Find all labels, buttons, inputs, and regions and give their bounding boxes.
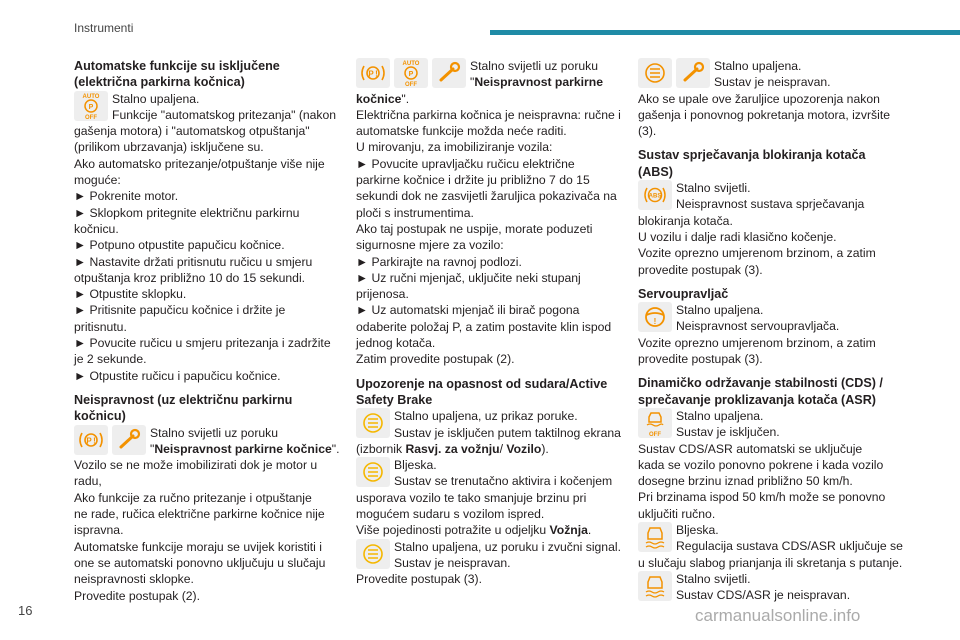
text-line: Neispravnost sustava sprječavanja xyxy=(676,197,865,212)
auto-off-parking-brake-icon xyxy=(74,91,108,121)
text-line: Ako taj postupak ne uspije, morate poduzeti xyxy=(356,221,593,236)
text-line: jednog kotača. xyxy=(356,336,436,351)
svg-text:OFF: OFF xyxy=(649,431,661,438)
text-line: ► Parkirajte na ravnoj podlozi. xyxy=(356,254,522,269)
text-line: ► Otpustite ručicu i papučicu kočnice. xyxy=(74,368,281,383)
info-block xyxy=(638,302,904,367)
svg-text:ABS: ABS xyxy=(648,193,662,200)
stability-control-icon xyxy=(638,522,672,552)
text-line: radu, xyxy=(74,474,102,489)
text-line: Neispravnost servoupravljača. xyxy=(676,319,840,334)
text-line: prijenosa. xyxy=(356,287,409,302)
text-line: ► Pokrenite motor. xyxy=(74,189,179,204)
column-1 xyxy=(74,58,340,604)
text-line: neispravnosti sklopke. xyxy=(74,572,194,587)
wrench-icon xyxy=(432,58,466,88)
heading-line: (ABS) xyxy=(638,164,673,179)
active-safety-brake-icon xyxy=(356,539,390,569)
text-line: provedite postupak (3). xyxy=(638,262,763,277)
text-line: u slučaju slabog prianjanja ili skretanja s putanje. xyxy=(638,555,903,570)
steering-wheel-warning-icon xyxy=(638,302,672,332)
wrench-icon xyxy=(676,58,710,88)
column-3 xyxy=(638,58,904,604)
info-block xyxy=(638,180,904,278)
info-block xyxy=(356,457,620,538)
text-line: Sustav je isključen. xyxy=(676,425,780,440)
text-line: ► Sklopkom pritegnite električnu parkirnu xyxy=(74,205,300,220)
text-line: ► Otpustite sklopku. xyxy=(74,287,187,302)
text-line: Stalno svijetli. xyxy=(676,571,751,586)
text-line: ► Pritisnite papučicu kočnice i držite je xyxy=(74,303,286,318)
text-line: Ako funkcije za ručno pritezanje i otpuštanje xyxy=(74,490,312,505)
text-line: Sustav je neispravan. xyxy=(714,75,831,90)
column-2 xyxy=(356,58,620,588)
heading-line: kočnicu) xyxy=(74,409,126,424)
text-line: Pri brzinama ispod 50 km/h može se ponovno xyxy=(638,490,886,505)
heading-line: Dinamičko održavanje stabilnosti (CDS) / xyxy=(638,376,883,391)
heading-line: Neispravnost (uz električnu parkirnu xyxy=(74,392,293,407)
text-line: Vozilo se ne može imobilizirati dok je motor u xyxy=(74,458,318,473)
heading-power-steering xyxy=(638,286,904,302)
text-span: Više pojedinosti potražite u odjeljku xyxy=(356,523,550,538)
text-line: ► Nastavite držati pritisnutu ručicu u smjeru xyxy=(74,254,313,269)
text-line: kočnice". xyxy=(356,91,410,106)
text-line: (prilikom ubrzavanja) isključene su. xyxy=(74,140,264,155)
text-line: U mirovanju, za imobiliziranje vozila: xyxy=(356,140,553,155)
text-line: ploči s instrumentima. xyxy=(356,205,474,220)
text-line: ► Povucite ručicu u smjeru pritezanja i zadržite xyxy=(74,336,331,351)
text-line: Stalno upaljena. xyxy=(676,408,764,423)
heading-line: Automatske funkcije su isključene xyxy=(74,59,280,73)
text-line: (3). xyxy=(638,124,657,139)
heading-cds-asr xyxy=(638,375,904,408)
text-line: Stalno svijetli. xyxy=(676,181,751,196)
heading-line: Safety Brake xyxy=(356,392,433,407)
heading-line: Servoupravljač xyxy=(638,286,729,301)
text-line: Sustav CDS/ASR automatski se uključuje xyxy=(638,441,863,456)
text-line: Stalno upaljena. xyxy=(676,303,764,318)
heading-line: sprečavanje proklizavanja kotača (ASR) xyxy=(638,392,876,407)
bold-message: Neispravnost parkirne kočnice xyxy=(154,441,332,456)
heading-abs xyxy=(638,147,904,180)
text-line: usporava vozilo te tako smanjuje brzinu pri xyxy=(356,490,587,505)
text-line: Vozite oprezno umjerenom brzinom, a zatim xyxy=(638,246,876,261)
text-line: Sustav CDS/ASR je neispravan. xyxy=(676,588,851,603)
text-line: uključiti ručno. xyxy=(638,506,716,521)
watermark: carmanualsonline.info xyxy=(695,606,861,625)
heading-malfunction-parking-brake xyxy=(74,392,336,425)
info-block xyxy=(638,522,904,571)
text-line: Više pojedinosti potražite u odjeljku Vožnja. xyxy=(356,523,592,538)
text-line: Stalno upaljena. xyxy=(714,59,802,73)
text-line: ► Uz ručni mjenjač, uključite neki stupanj xyxy=(356,270,581,285)
text-line: gašenja motora) i "automatskog otpuštanja" xyxy=(74,124,310,139)
text-line: gašenja i ponovnog pokretanja motora, izvršite xyxy=(638,107,891,122)
text-line: dosegne brzinu iznad približno 50 km/h. xyxy=(638,474,853,489)
text-line: mogućem sudaru s vozilom ispred. xyxy=(356,507,545,522)
info-block xyxy=(74,425,340,604)
text-span: (izbornik xyxy=(356,441,406,456)
wrench-icon xyxy=(112,425,146,455)
text-line: Sustav se trenutačno aktivira i kočenjem xyxy=(394,474,613,489)
bold-message: Neispravnost parkirne xyxy=(474,75,604,90)
svg-text:P: P xyxy=(86,436,92,446)
stability-control-icon xyxy=(638,571,672,601)
text-line: kočnicu. xyxy=(74,221,119,236)
info-block xyxy=(638,408,904,522)
text-line: Stalno upaljena, uz poruku i zvučni signal. xyxy=(394,539,621,554)
header-accent-bar xyxy=(490,30,960,35)
abs-icon xyxy=(638,180,672,210)
bold-message: kočnice xyxy=(356,91,402,106)
heading-collision-warning xyxy=(356,376,620,409)
text-line: Zatim provedite postupak (2). xyxy=(356,352,515,367)
text-line: pritisnutu. xyxy=(74,319,127,334)
text-line: Električna parkirna kočnica je neispravna: ručne i xyxy=(356,107,621,122)
text-line xyxy=(356,441,620,457)
text-line: moguće: xyxy=(74,173,121,188)
text-line: Sustav je neispravan. xyxy=(394,555,511,570)
text-line: Funkcije "automatskog pritezanja" (nakon xyxy=(112,107,337,122)
text-line: sigurnosne mjere za vozilo: xyxy=(356,238,504,253)
text-line: one se automatski ponovno uključuju u slučaju xyxy=(74,555,326,570)
menu-name: Vozilo xyxy=(506,441,542,456)
text-line: U vozilu i dalje radi klasično kočenje. xyxy=(638,229,837,244)
heading-line: (električna parkirna kočnica) xyxy=(74,75,245,90)
text-line: Stalno upaljena, uz prikaz poruke. xyxy=(394,409,578,424)
info-block xyxy=(356,539,620,588)
svg-text:!: ! xyxy=(375,69,378,79)
text-line: Stalno svijetli uz poruku xyxy=(150,425,279,440)
svg-text:P: P xyxy=(408,71,414,78)
heading-auto-functions xyxy=(74,58,336,91)
text-line: otpuštanja kroz približno 10 do 15 sekundi. xyxy=(74,270,306,285)
heading-line: Sustav sprječavanja blokiranja kotača xyxy=(638,148,866,163)
text-line: automatske funkcije možda neće raditi. xyxy=(356,124,567,139)
info-block xyxy=(638,571,904,604)
section-ref: Vožnja xyxy=(549,523,588,538)
heading-line: Upozorenje na opasnost od sudara/Active xyxy=(356,376,608,391)
svg-text:AUTO: AUTO xyxy=(82,93,100,100)
text-line: Ako automatsko pritezanje/otpuštanje više nije xyxy=(74,156,325,171)
text-line: parkirne kočnice i držite ju približno 7 do 15 xyxy=(356,173,590,188)
text-span: ). xyxy=(541,441,549,456)
text-span: / xyxy=(499,441,507,456)
info-block xyxy=(638,58,904,139)
active-safety-brake-icon xyxy=(356,457,390,487)
text-line: Bljeska. xyxy=(394,458,437,473)
svg-text:!: ! xyxy=(653,317,657,327)
parking-brake-warning-icon xyxy=(74,425,108,455)
text-line: ► Potpuno otpustite papučicu kočnice. xyxy=(74,238,285,253)
svg-text:P: P xyxy=(88,103,94,111)
text-line: Provedite postupak (3). xyxy=(356,572,483,587)
text-line: Automatske funkcije moraju se uvijek koristiti i xyxy=(74,539,322,554)
svg-text:OFF: OFF xyxy=(85,114,97,121)
page-number: 16 xyxy=(18,603,33,618)
text-line: sekundi dok ne zasvijetli žaruljica pokazivača na xyxy=(356,189,617,204)
menu-name: Rasvj. za vožnju xyxy=(405,441,500,456)
stability-control-off-icon xyxy=(638,408,672,438)
text-line: Provedite postupak (2). xyxy=(74,588,201,603)
text-line: Ako se upale ove žaruljice upozorenja nakon xyxy=(638,91,880,106)
text-line: ► Povucite upravljačku ručicu električne xyxy=(356,156,575,171)
auto-off-parking-brake-icon xyxy=(394,58,428,88)
parking-brake-warning-icon xyxy=(356,58,390,88)
text-line: "Neispravnost parkirne kočnice". xyxy=(150,441,340,456)
text-line: Bljeska. xyxy=(676,523,719,538)
text-line: je 2 sekunde. xyxy=(74,352,147,367)
text-line: provedite postupak (3). xyxy=(638,352,763,367)
text-line: ispravna. xyxy=(74,523,124,538)
svg-text:!: ! xyxy=(93,436,96,446)
info-block xyxy=(356,58,620,368)
text-line: ne rade, ručica električne parkirne kočnice nije xyxy=(74,507,325,522)
text-line: Vozite oprezno umjerenom brzinom, a zatim xyxy=(638,335,876,350)
info-block xyxy=(74,91,336,384)
svg-text:AUTO: AUTO xyxy=(402,61,420,67)
text-line: ► Uz automatski mjenjač ili birač pogona xyxy=(356,303,580,318)
section-title: Instrumenti xyxy=(74,21,134,35)
info-block xyxy=(356,408,620,457)
text-line: blokiranja kotača. xyxy=(638,213,733,228)
active-safety-brake-icon xyxy=(356,408,390,438)
text-line: "Neispravnost parkirne xyxy=(470,75,604,90)
text-line: odaberite položaj P, a zatim postavite klin ispod xyxy=(356,319,612,334)
text-line: Stalno svijetli uz poruku xyxy=(470,59,599,73)
text-line: kada se vozilo ponovno pokrene i kada vozilo xyxy=(638,457,884,472)
text-line: Regulacija sustava CDS/ASR uključuje se xyxy=(676,539,903,554)
active-safety-brake-icon xyxy=(638,58,672,88)
svg-text:OFF: OFF xyxy=(405,82,417,88)
text-line: Stalno upaljena. xyxy=(112,91,200,106)
svg-text:P: P xyxy=(368,69,374,79)
text-line: Sustav je isključen putem taktilnog ekrana xyxy=(394,425,621,440)
